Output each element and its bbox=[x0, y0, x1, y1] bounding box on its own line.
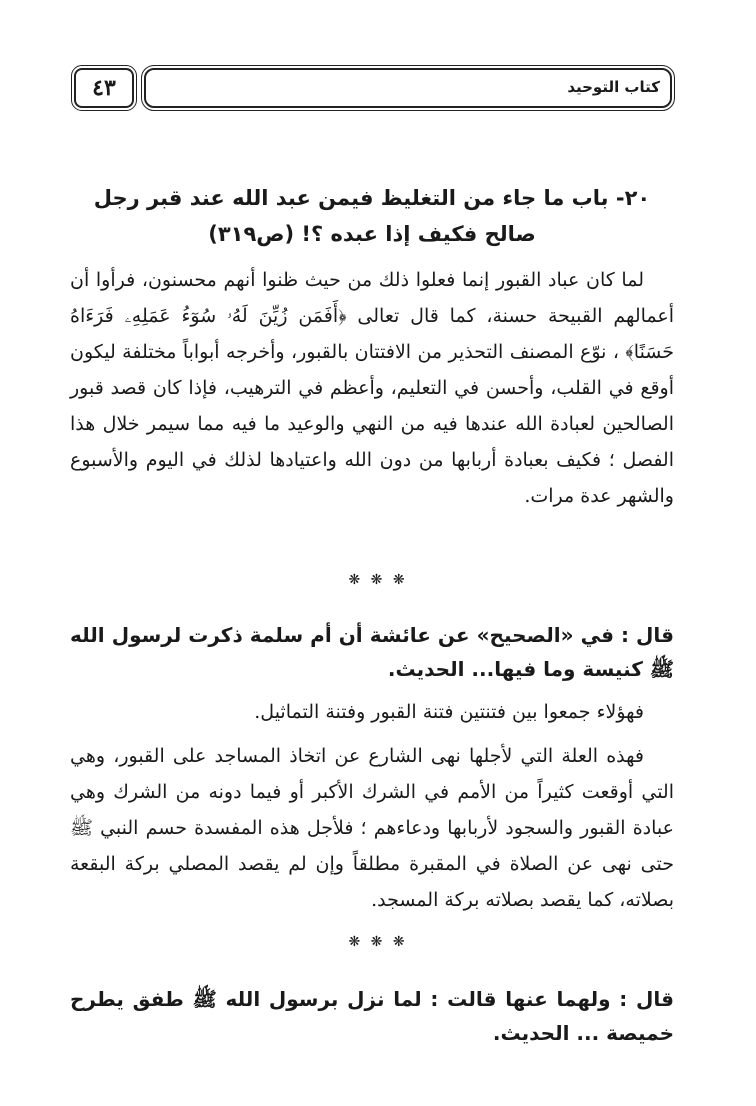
book-title: كتاب التوحيد bbox=[567, 78, 660, 96]
running-title-box bbox=[144, 68, 672, 108]
page-number: ٤٣ bbox=[92, 75, 116, 101]
section-separator-1: ❋ ❋ ❋ bbox=[348, 572, 408, 588]
page-header bbox=[74, 68, 674, 112]
hadith-quote-2: قال : ولهما عنها قالت : لما نزل برسول الله ﷺ طفق يطرح خميصة ... الحديث. bbox=[70, 987, 674, 1045]
body-paragraph-1: لما كان عباد القبور إنما فعلوا ذلك من حيث ظنوا أنهم محسنون، فرأوا أن أعمالهم القبيحة حسنة، كما قال تعالى ﴿أَفَمَن زُيِّنَ لَهُۥ سُوٓءُ عَمَلِهِۦ فَرَءَاهُ حَسَنًا﴾ ، نوّع المصنف التحذير من الافتتان بالقبور، وأخرجه أبواباً مختلفة ليكون أوقع في القلب، وأحسن في التعليم، وأعظم في الترهيب، فإذا كان قصد قبور الصالحين لعبادة الله عندها فيه من النهي والوعيد ما فيه مما سيمر خلال هذا الفصل ؛ فكيف بعبادة أربابها من دون الله واعتيادها لذلك في اليوم والأسبوع والشهر عدة مرات. bbox=[70, 269, 674, 507]
page-number-box bbox=[74, 68, 134, 108]
hadith-quote-1: قال : في «الصحيح» عن عائشة أن أم سلمة ذكرت لرسول الله ﷺ كنيسة وما فيها... الحديث. bbox=[70, 623, 674, 681]
body-paragraph-2: فهؤلاء جمعوا بين فتنتين فتنة القبور وفتنة التماثيل. bbox=[254, 701, 644, 723]
body-paragraph-3: فهذه العلة التي لأجلها نهى الشارع عن اتخاذ المساجد على القبور، وهي التي أوقعت كثيراً من الأمم في الشرك الأكبر أو فيما دونه من الشرك وهي عبادة القبور والسجود لأربابها ودعاءهم ؛ فلأجل هذه المفسدة حسم النبي ﷺ حتى نهى عن الصلاة في المقبرة مطلقاً وإن لم يقصد المصلي بركة البقعة بصلاته، كما يقصد بصلاته بركة المسجد. bbox=[70, 745, 674, 911]
chapter-heading: ٢٠- باب ما جاء من التغليظ فيمن عبد الله عند قبر رجل صالح فكيف إذا عبده ؟! (ص٣١٩) bbox=[93, 186, 651, 246]
section-separator-2: ❋ ❋ ❋ bbox=[348, 934, 408, 950]
